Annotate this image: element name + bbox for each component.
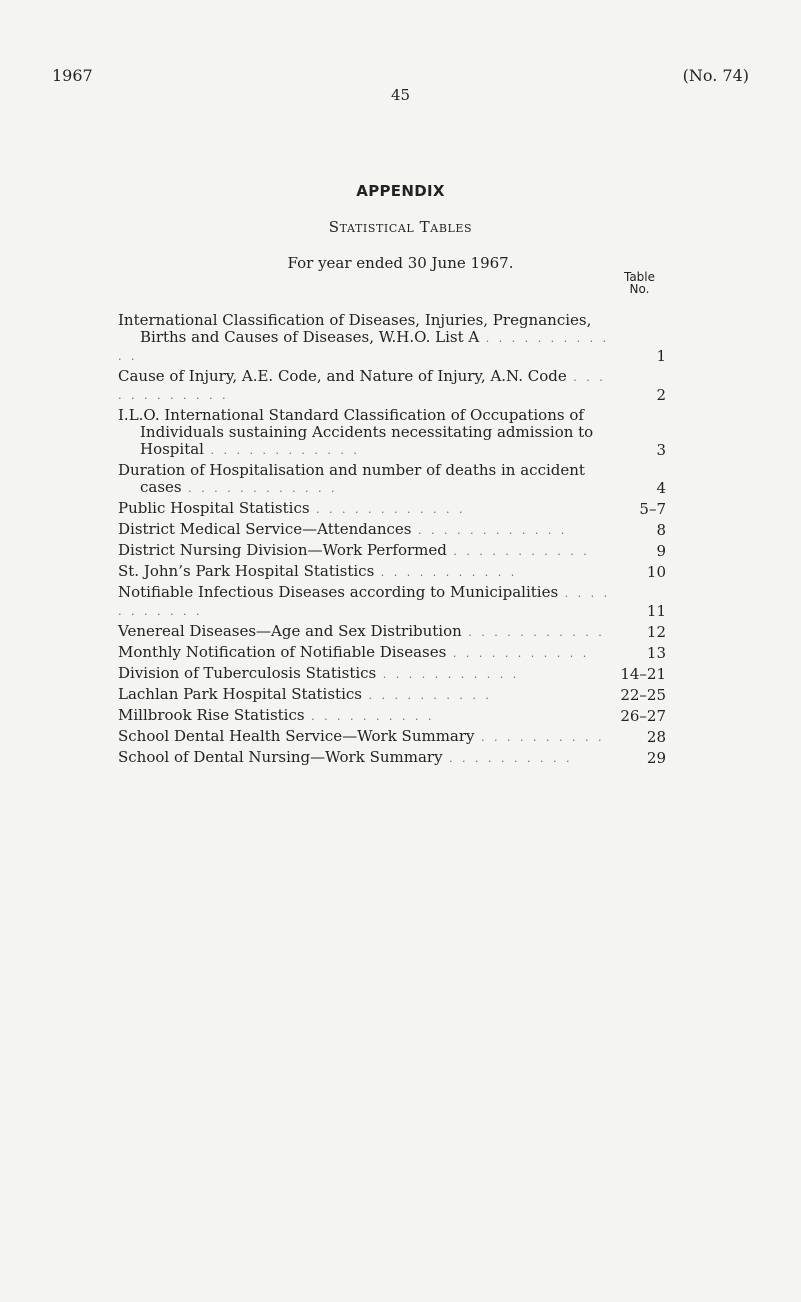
dot-leader: . . . . . . . . . . . <box>374 566 518 579</box>
toc-entry-line: Hospital <box>140 440 204 458</box>
toc-entry-line: International Classification of Diseases, Injuries, Pregnancies, <box>118 311 592 329</box>
dot-leader: . . . . . . . . . . <box>474 731 605 744</box>
toc-entry-line: District Medical Service—Attendances <box>118 520 412 538</box>
toc-entry-line: I.L.O. International Standard Classification of Occupations of <box>118 406 584 424</box>
toc-entry-title <box>118 407 618 459</box>
toc-entry <box>118 749 666 767</box>
toc-entry-title <box>118 462 618 497</box>
dot-leader: . . . . . . . . . . <box>304 710 435 723</box>
toc-entry-table-number: 22–25 <box>620 686 666 704</box>
dot-leader: . . . . . . . . . . . <box>118 587 611 618</box>
column-heading-line1: Table <box>623 270 655 284</box>
toc-entry-line: Notifiable Infectious Diseases according to Municipalities <box>118 583 559 601</box>
toc-entry-table-number: 29 <box>646 749 666 767</box>
dot-leader: . . . . . . . . . . <box>361 689 492 702</box>
dot-leader: . . . . . . . . . . <box>442 752 573 765</box>
toc-entry-title <box>118 563 618 581</box>
toc-entry-line: Duration of Hospitalisation and number of deaths in accident <box>118 461 585 479</box>
toc-entry <box>118 563 666 581</box>
toc-entry-title <box>118 686 618 704</box>
dot-leader: . . . . . . . . . . . <box>461 626 605 639</box>
toc-entry-title <box>118 623 618 641</box>
toc-entry-table-number: 13 <box>646 644 666 662</box>
toc-entry-line: School Dental Health Service—Work Summary <box>118 727 475 745</box>
toc-entry-title <box>118 584 618 620</box>
toc-entry-table-number: 28 <box>646 728 666 746</box>
toc-entry-line: cases <box>140 478 182 496</box>
toc-entry <box>118 462 666 497</box>
dot-leader: . . . . . . . . . . . . <box>309 503 466 516</box>
dot-leader: . . . . . . . . . . . <box>376 668 520 681</box>
toc-entry-title <box>118 542 618 560</box>
toc-entry-line: Public Hospital Statistics <box>118 499 310 517</box>
toc-entry <box>118 686 666 704</box>
toc-entry <box>118 312 666 365</box>
toc-entry-line: Monthly Notification of Notifiable Diseases <box>118 643 447 661</box>
page-number: 45 <box>390 86 411 104</box>
toc-entry-title <box>118 521 618 539</box>
toc-entry-title <box>118 749 618 767</box>
header-issue-number: (No. 74) <box>682 66 749 85</box>
toc-entry <box>118 521 666 539</box>
toc-entry-table-number: 10 <box>646 563 666 581</box>
toc-entry-table-number: 2 <box>656 386 666 404</box>
toc-entry-line: Lachlan Park Hospital Statistics <box>118 685 362 703</box>
header-year: 1967 <box>52 66 93 85</box>
dot-leader: . . . . . . . . . . . . <box>118 332 610 363</box>
toc-entry <box>118 407 666 459</box>
toc-entry-line: Millbrook Rise Statistics <box>118 706 305 724</box>
dot-leader: . . . . . . . . . . . <box>446 545 590 558</box>
dot-leader: . . . . . . . . . . . . <box>118 371 606 402</box>
toc-entry-table-number: 26–27 <box>620 707 666 725</box>
toc-entry <box>118 644 666 662</box>
table-number-column-heading <box>624 271 655 295</box>
toc-entry-table-number: 9 <box>656 542 666 560</box>
toc-entry-title <box>118 644 618 662</box>
toc-entry <box>118 623 666 641</box>
dot-leader: . . . . . . . . . . . . <box>411 524 568 537</box>
toc-entry <box>118 368 666 404</box>
toc-entry-line: Individuals sustaining Accidents necessitating admission to <box>140 423 594 441</box>
toc-entry-line: School of Dental Nursing—Work Summary <box>118 748 443 766</box>
toc-entry <box>118 728 666 746</box>
page-subtitle: Statistical Tables <box>328 218 473 236</box>
reporting-period: For year ended 30 June 1967. <box>287 254 514 272</box>
toc-entry-line: District Nursing Division—Work Performed <box>118 541 447 559</box>
toc-entry-title <box>118 312 618 365</box>
toc-entry-table-number: 3 <box>656 441 666 459</box>
table-of-contents <box>118 312 666 770</box>
toc-entry-line: St. John’s Park Hospital Statistics <box>118 562 375 580</box>
page-title: APPENDIX <box>356 182 445 200</box>
dot-leader: . . . . . . . . . . . . <box>181 482 338 495</box>
toc-entry-title <box>118 707 618 725</box>
toc-entry <box>118 542 666 560</box>
toc-entry-table-number: 1 <box>656 347 666 365</box>
toc-entry-table-number: 4 <box>656 479 666 497</box>
toc-entry-line: Division of Tuberculosis Statistics <box>118 664 377 682</box>
toc-entry-table-number: 5–7 <box>639 500 666 518</box>
toc-entry-title <box>118 665 618 683</box>
toc-entry-line: Venereal Diseases—Age and Sex Distribution <box>118 622 462 640</box>
toc-entry-title <box>118 500 618 518</box>
toc-entry-table-number: 12 <box>646 623 666 641</box>
toc-entry-title <box>118 728 618 746</box>
toc-entry-table-number: 8 <box>656 521 666 539</box>
dot-leader: . . . . . . . . . . . . <box>203 444 360 457</box>
toc-entry-table-number: 14–21 <box>620 665 666 683</box>
toc-entry-table-number: 11 <box>646 602 666 620</box>
toc-entry-line: Cause of Injury, A.E. Code, and Nature of Injury, A.N. Code <box>118 367 567 385</box>
toc-entry <box>118 584 666 620</box>
toc-entry <box>118 500 666 518</box>
toc-entry <box>118 665 666 683</box>
toc-entry-title <box>118 368 618 404</box>
dot-leader: . . . . . . . . . . . <box>446 647 590 660</box>
column-heading-line2: No. <box>629 282 650 296</box>
toc-entry-line: Births and Causes of Diseases, W.H.O. List A <box>140 328 480 346</box>
toc-entry <box>118 707 666 725</box>
